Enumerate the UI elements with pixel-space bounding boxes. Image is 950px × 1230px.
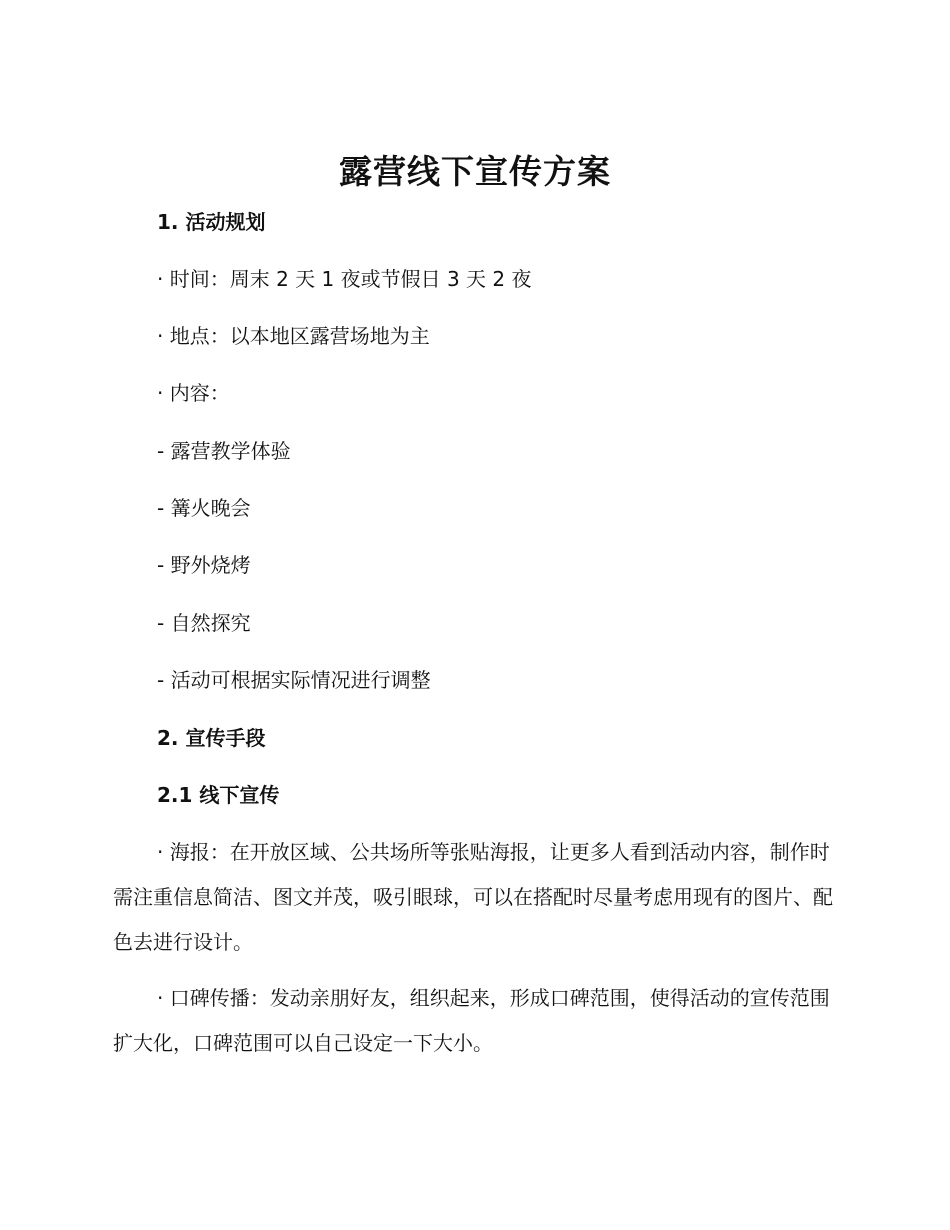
section-1-heading: 1. 活动规划 [157,210,266,234]
subsection-2-1-heading: 2.1 线下宣传 [157,783,280,807]
list-item: - 活动可根据实际情况进行调整 [157,668,431,692]
list-item: - 自然探究 [157,611,251,635]
list-item: - 篝火晚会 [157,496,251,520]
list-item: - 野外烧烤 [157,553,251,577]
word-of-mouth-paragraph: · 口碑传播：发动亲朋好友，组织起来，形成口碑范围，使得活动的宣传范围扩大化，口碑范围可以自己设定一下大小。 [113,986,830,1055]
place-line: · 地点：以本地区露营场地为主 [157,324,430,348]
poster-paragraph: · 海报：在开放区域、公共场所等张贴海报，让更多人看到活动内容，制作时需注重信息简洁、图文并茂，吸引眼球，可以在搭配时尽量考虑用现有的图片、配色去进行设计。 [113,840,833,954]
list-item: - 露营教学体验 [157,439,291,463]
time-line: · 时间：周末 2 天 1 夜或节假日 3 天 2 夜 [157,267,532,291]
content-label: · 内容： [157,381,230,405]
section-2-heading: 2. 宣传手段 [157,726,266,750]
document-title: 露营线下宣传方案 [339,152,611,191]
